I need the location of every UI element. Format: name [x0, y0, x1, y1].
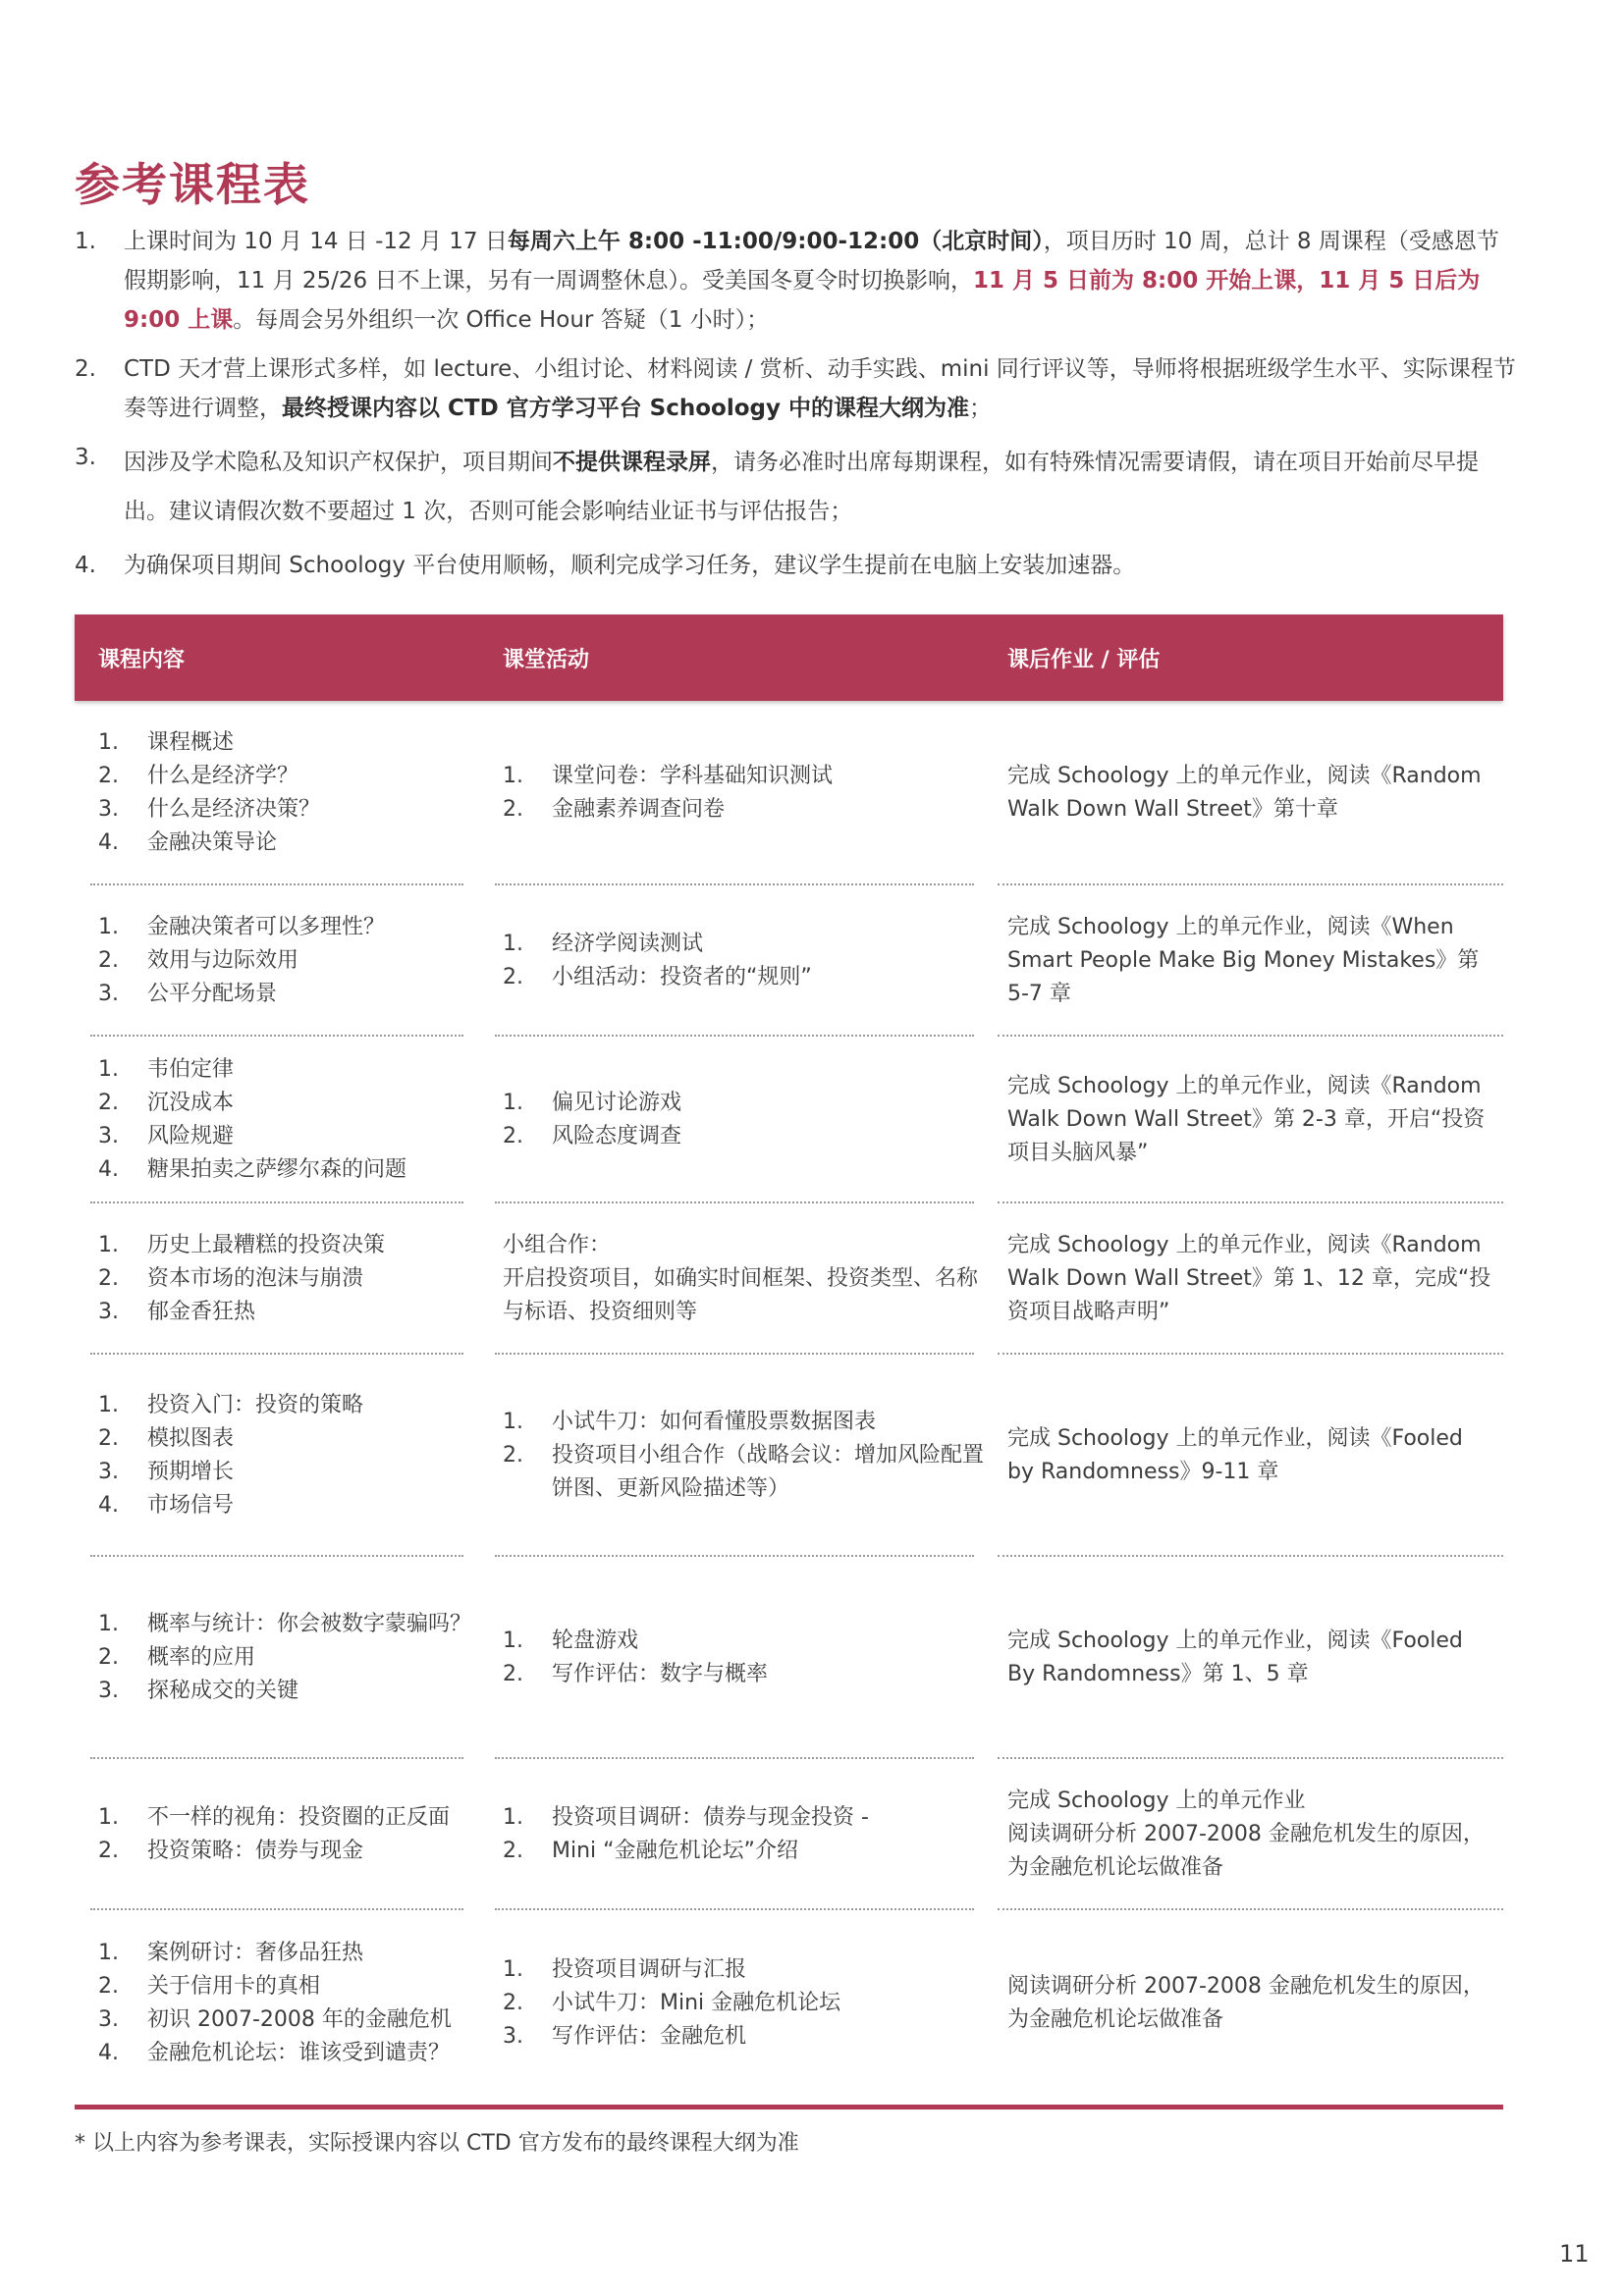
list-item: 4. 市场信号 [98, 1493, 235, 1518]
cell-content [75, 1801, 479, 1868]
page-title: 参考课程表 [75, 158, 310, 211]
list-item: 1. 投资项目调研：债券与现金投资 - [503, 1805, 869, 1830]
list-item: 1. 投资项目调研与汇报 [503, 1957, 747, 1982]
table-header [75, 614, 1503, 701]
note-item [75, 438, 1518, 536]
numbered-list [98, 1053, 479, 1187]
cell-content [75, 1608, 479, 1708]
list-item: 3. 郁金香狂热 [98, 1300, 256, 1324]
numbered-list [503, 760, 984, 827]
numbered-list [98, 726, 479, 860]
list-item: 2. 投资策略：债券与现金 [98, 1839, 364, 1863]
cell-activities [479, 1625, 984, 1691]
cell-content [75, 1937, 479, 2070]
list-item: 2. 概率的应用 [98, 1645, 256, 1670]
list-item: 3. 探秘成交的关键 [98, 1679, 299, 1703]
cell-activities [479, 760, 984, 827]
list-item: 2. Mini “金融危机论坛”介绍 [503, 1839, 798, 1863]
cell-content [75, 1053, 479, 1187]
list-item: 4. 金融危机论坛：谁该受到谴责？ [98, 2041, 451, 2065]
cell-homework: 完成 Schoology 上的单元作业，阅读《Fooled By Randomness》第 1、5 章 [1007, 1629, 1463, 1686]
list-item: 1. 案例研讨：奢侈品狂热 [98, 1941, 364, 1965]
list-item: 1. 金融决策者可以多理性？ [98, 915, 386, 939]
list-item: 1. 不一样的视角：投资圈的正反面 [98, 1805, 451, 1830]
table-row [75, 885, 1503, 1037]
list-item: 2. 效用与边际效用 [98, 948, 299, 973]
list-item: 1. 投资入门：投资的策略 [98, 1393, 364, 1417]
numbered-list [98, 1937, 479, 2070]
list-item: 1. 历史上最糟糕的投资决策 [98, 1233, 386, 1257]
list-item: 2. 什么是经济学？ [98, 764, 299, 788]
table-row [75, 1203, 1503, 1355]
list-item: 4. 糖果拍卖之萨缪尔森的问题 [98, 1157, 407, 1182]
list-item: 1. 概率与统计：你会被数字蒙骗吗？ [98, 1612, 472, 1636]
note-text: 为确保项目期间 Schoology 平台使用顺畅，顺利完成学习任务，建议学生提前在电脑上安装加速器。 [124, 553, 1136, 578]
note-number: 2. [75, 356, 96, 382]
cell-content [75, 1229, 479, 1329]
header-content: 课程内容 [98, 647, 186, 672]
list-item: 2. 写作评估：数字与概率 [503, 1662, 769, 1686]
note-number: 3. [75, 445, 96, 470]
table-row [75, 701, 1503, 885]
numbered-list [98, 911, 479, 1011]
table-body [75, 701, 1503, 2097]
cell-homework: 完成 Schoology 上的单元作业，阅读《Random Walk Down Wall Street》第 2-3 章，开启“投资项目头脑风暴” [1007, 1074, 1486, 1165]
list-item: 3. 公平分配场景 [98, 982, 278, 1006]
list-item: 2. 风险态度调查 [503, 1124, 682, 1148]
table-row [75, 1037, 1503, 1203]
numbered-list [503, 928, 984, 994]
note-item [75, 349, 1518, 428]
table-row [75, 1355, 1503, 1557]
list-item: 2. 小组活动：投资者的“规则” [503, 965, 812, 989]
list-item: 3. 写作评估：金融危机 [503, 2024, 747, 2049]
list-item: 3. 什么是经济决策？ [98, 797, 321, 822]
cell-activities: 小组合作： 开启投资项目，如确实时间框架、投资类型、名称与标语、投资细则等 [503, 1233, 979, 1324]
numbered-list [98, 1389, 479, 1522]
list-item: 2. 沉没成本 [98, 1091, 235, 1115]
list-item: 2. 模拟图表 [98, 1426, 235, 1451]
header-homework: 课后作业 / 评估 [1007, 647, 1161, 672]
numbered-list [503, 1953, 984, 2054]
list-item: 1. 轮盘游戏 [503, 1629, 639, 1653]
cell-homework: 完成 Schoology 上的单元作业，阅读《When Smart People Make Big Money Mistakes》第 5-7 章 [1007, 915, 1480, 1006]
note-text: CTD 天才营上课形式多样，如 lecture、小组讨论、材料阅读 / 赏析、动手实践、mini 同行评议等，导师将根据班级学生水平、实际课程节奏等进行调整，最终授课内容以 CTD 官方学习平台 Schoology 中的课程大纲为准； [124, 356, 1516, 421]
cell-homework: 阅读调研分析 2007-2008 金融危机发生的原因，为金融危机论坛做准备 [1007, 1974, 1485, 2032]
list-item: 1. 小试牛刀：如何看懂股票数据图表 [503, 1410, 877, 1434]
note-text: 上课时间为 10 月 14 日 -12 月 17 日每周六上午 8:00 -11:00/9:00-12:00（北京时间），项目历时 10 周，总计 8 周课程（受感恩节假期影响，11 月 25/26 日不上课，另有一周调整休息）。受美国冬夏令时切换影响，11 月 5 日前为 8:00 开始上课，11 月 5 日后为 9:00 上课。每周会另外组织一次 Office Hour 答疑（1 小时）； [124, 229, 1499, 333]
header-activities: 课堂活动 [503, 647, 590, 672]
numbered-list [98, 1608, 479, 1708]
numbered-list [503, 1087, 984, 1153]
numbered-list [98, 1229, 479, 1329]
schedule-table [75, 614, 1503, 2097]
numbered-list [503, 1625, 984, 1691]
table-row [75, 1759, 1503, 1910]
cell-homework: 完成 Schoology 上的单元作业 阅读调研分析 2007-2008 金融危机发生的原因，为金融危机论坛做准备 [1007, 1789, 1485, 1880]
cell-homework: 完成 Schoology 上的单元作业，阅读《Fooled by Randomness》9-11 章 [1007, 1426, 1463, 1484]
list-item: 3. 风险规避 [98, 1124, 235, 1148]
cell-homework: 完成 Schoology 上的单元作业，阅读《Random Walk Down Wall Street》第十章 [1007, 764, 1482, 822]
cell-activities [479, 1087, 984, 1153]
page-number: 11 [1559, 2240, 1590, 2268]
footnote: * 以上内容为参考课表，实际授课内容以 CTD 官方发布的最终课程大纲为准 [75, 2131, 799, 2156]
table-bottom-rule [75, 2105, 1503, 2109]
list-item: 1. 课堂问卷：学科基础知识测试 [503, 764, 834, 788]
cell-content [75, 726, 479, 860]
list-item: 1. 偏见讨论游戏 [503, 1091, 682, 1115]
list-item: 2. 关于信用卡的真相 [98, 1974, 321, 1999]
cell-activities [479, 1406, 984, 1506]
note-number: 1. [75, 229, 96, 254]
note-item [75, 546, 1518, 585]
cell-homework: 完成 Schoology 上的单元作业，阅读《Random Walk Down Wall Street》第 1、12 章，完成“投资项目战略声明” [1007, 1233, 1491, 1324]
list-item: 3. 预期增长 [98, 1460, 235, 1484]
cell-content [75, 911, 479, 1011]
table-row [75, 1557, 1503, 1759]
cell-activities [479, 928, 984, 994]
list-item: 1. 课程概述 [98, 730, 235, 755]
list-item: 4. 金融决策导论 [98, 830, 278, 855]
notes-list [75, 222, 1518, 595]
cell-content [75, 1389, 479, 1522]
note-number: 4. [75, 553, 96, 578]
note-item [75, 222, 1518, 340]
list-item: 3. 初识 2007-2008 年的金融危机 [98, 2007, 452, 2032]
list-item: 1. 经济学阅读测试 [503, 932, 704, 956]
list-item: 2. 金融素养调查问卷 [503, 797, 726, 822]
numbered-list [503, 1801, 984, 1868]
list-item: 2. 资本市场的泡沫与崩溃 [98, 1266, 364, 1291]
table-row [75, 1910, 1503, 2097]
cell-activities [479, 1801, 984, 1868]
numbered-list [503, 1406, 984, 1506]
list-item: 1. 韦伯定律 [98, 1057, 235, 1082]
cell-activities [479, 1953, 984, 2054]
list-item: 2. 投资项目小组合作（战略会议：增加风险配置饼图、更新风险描述等） [503, 1443, 985, 1501]
note-text: 因涉及学术隐私及知识产权保护，项目期间不提供课程录屏，请务必准时出席每期课程，如有特殊情况需要请假，请在项目开始前尽早提出。建议请假次数不要超过 1 次，否则可能会影响结业证书与评估报告； [124, 450, 1479, 524]
list-item: 2. 小试牛刀：Mini 金融危机论坛 [503, 1991, 841, 2015]
numbered-list [98, 1801, 479, 1868]
